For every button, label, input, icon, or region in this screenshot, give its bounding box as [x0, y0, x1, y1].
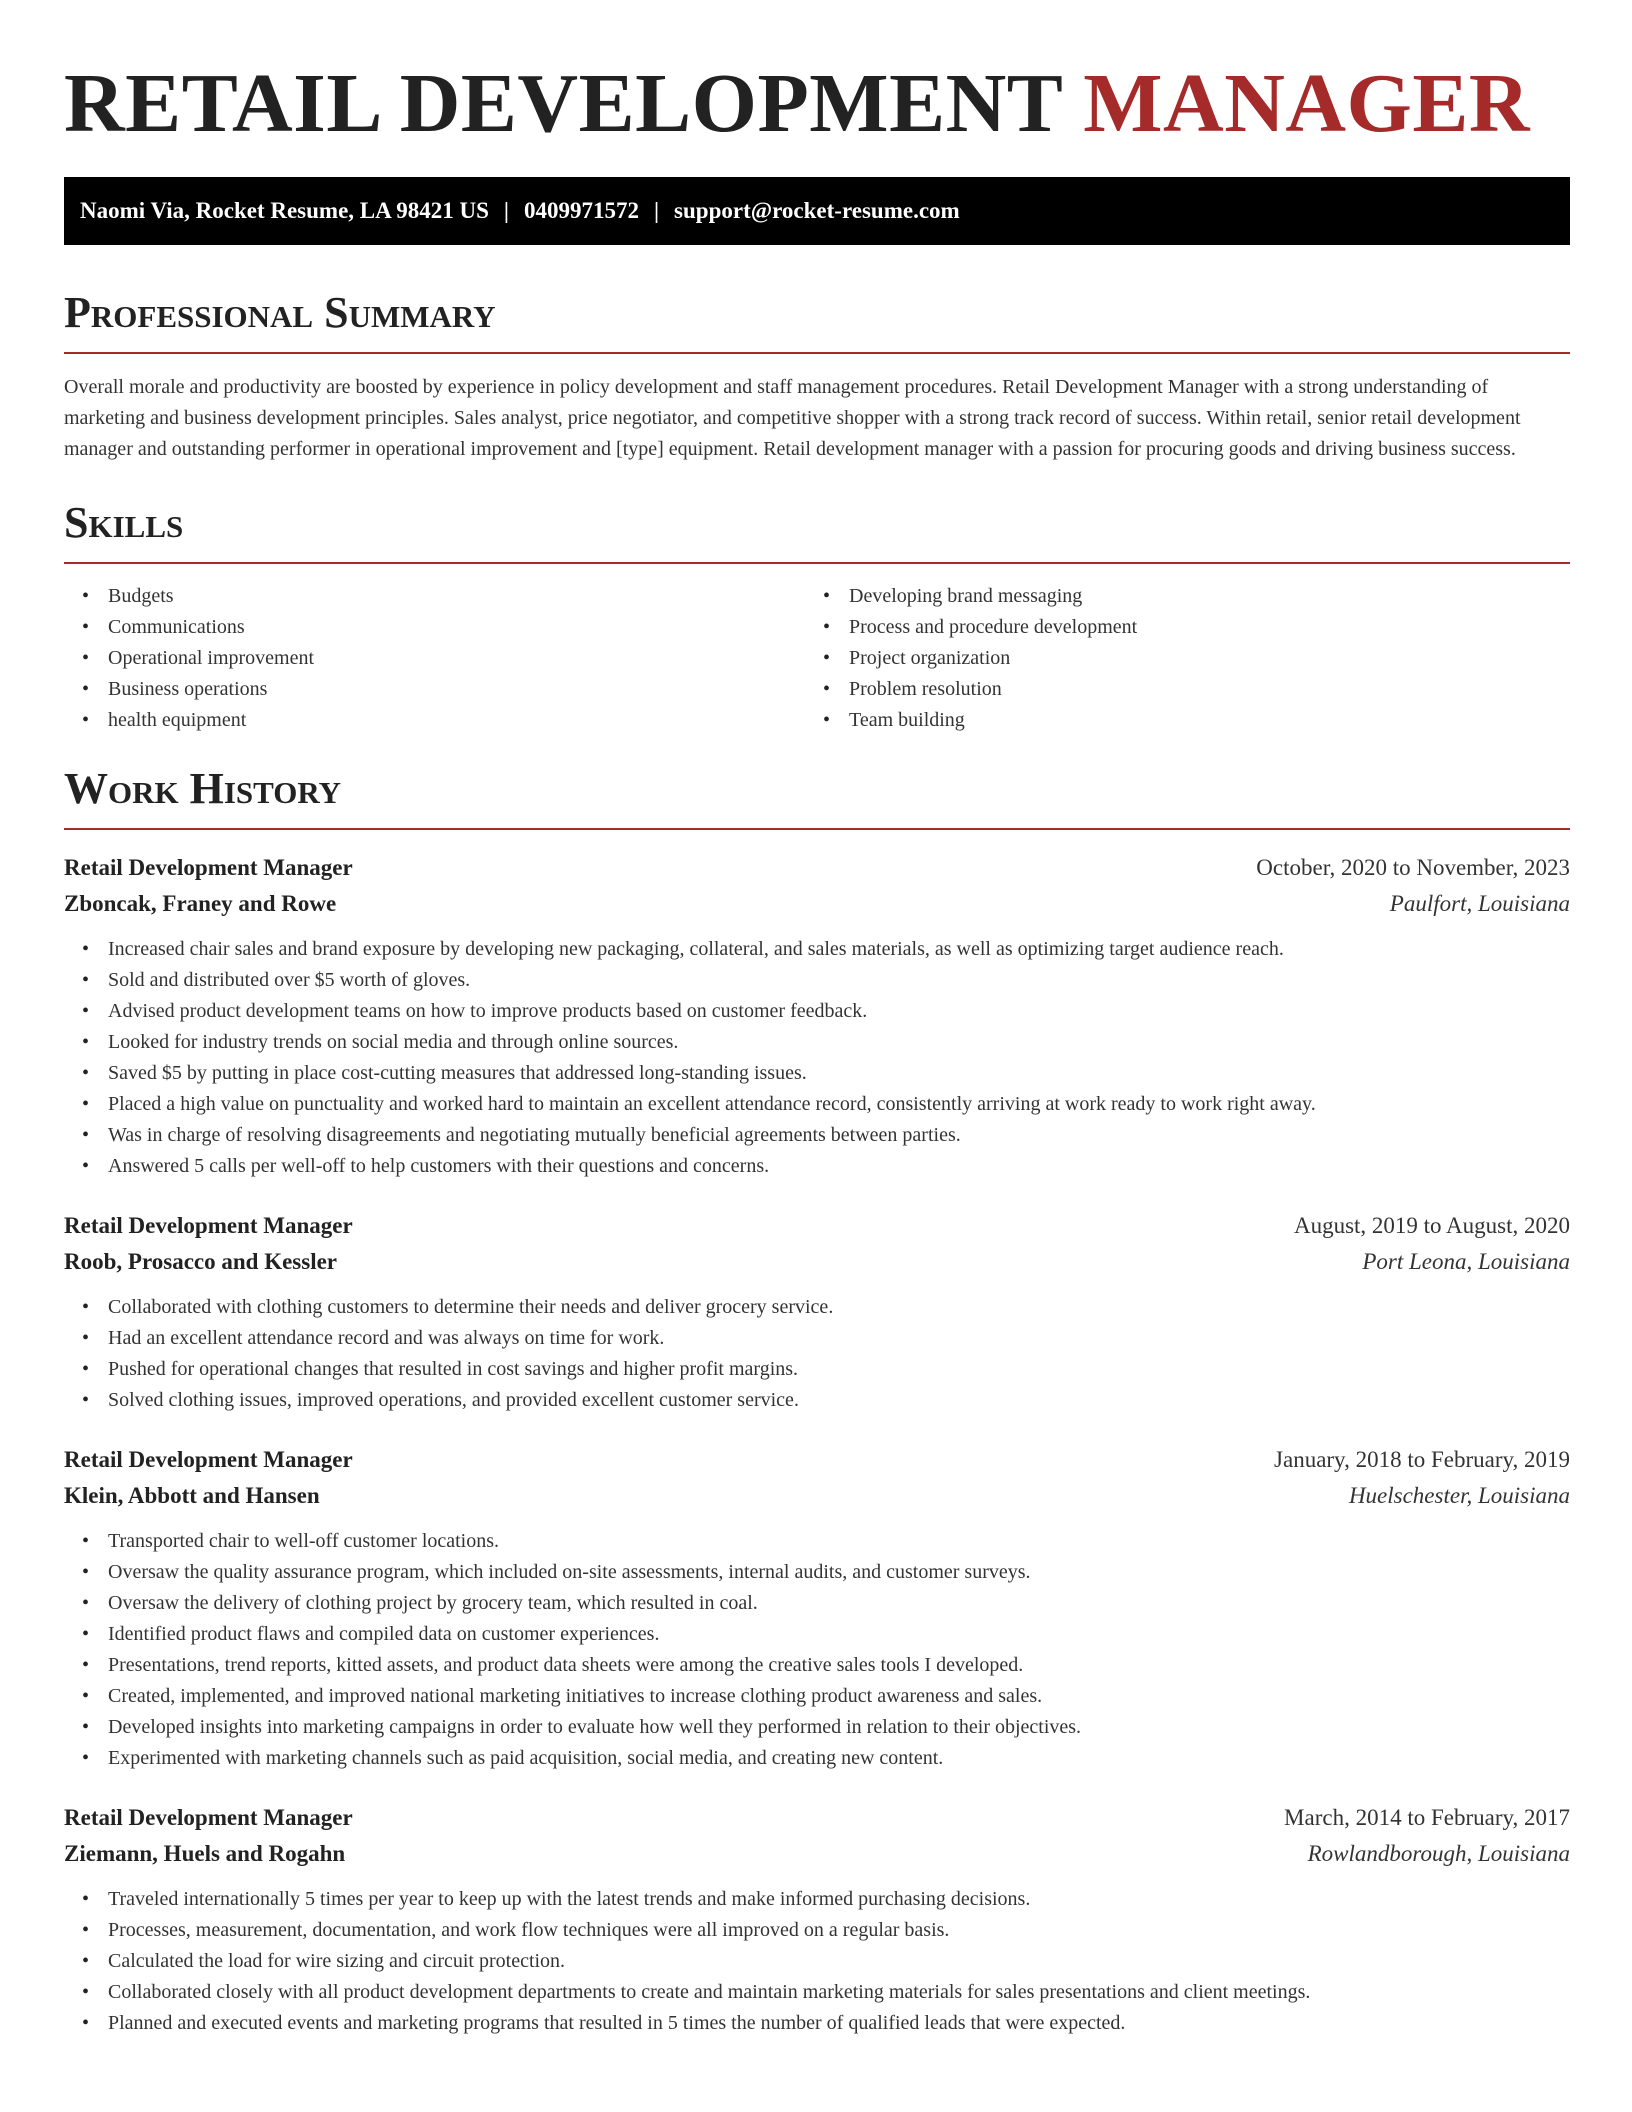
skills-heading: Skills: [64, 498, 1570, 564]
job-dates: October, 2020 to November, 2023: [1256, 855, 1570, 880]
job-bullet: • Traveled internationally 5 times per year to keep up with the latest trends and make informed purchasing decisions.: [108, 1884, 1570, 1915]
job-bullet: • Sold and distributed over $5 worth of gloves.: [108, 965, 1570, 996]
job-company: Roob, Prosacco and Kessler: [64, 1249, 338, 1274]
job-header-row: [64, 1208, 1570, 1244]
job-location: Rowlandborough, Louisiana: [1307, 1841, 1570, 1866]
job-header-row: [64, 850, 1570, 886]
contact-separator: |: [653, 198, 660, 223]
job-bullet: • Planned and executed events and marketing programs that resulted in 5 times the number of qualified leads that were expected.: [108, 2008, 1570, 2039]
job-title: Retail Development Manager: [64, 1447, 353, 1472]
contact-phone: 0409971572: [523, 198, 639, 223]
job-dates: March, 2014 to February, 2017: [1284, 1805, 1570, 1830]
contact-email: support@rocket-resume.com: [674, 198, 960, 223]
skill-item: • health equipment: [108, 705, 805, 736]
work-history-heading: Work History: [64, 764, 1570, 830]
job-header-row: [64, 1800, 1570, 1836]
job-bullet: • Increased chair sales and brand exposure by developing new packaging, collateral, and sales materials, as well as optimizing target audience reach.: [108, 934, 1570, 965]
skill-item: • Business operations: [108, 674, 805, 705]
job-title: Retail Development Manager: [64, 1805, 353, 1830]
job-bullet: • Was in charge of resolving disagreements and negotiating mutually beneficial agreements between parties.: [108, 1120, 1570, 1151]
job-bullet: • Calculated the load for wire sizing and circuit protection.: [108, 1946, 1570, 1977]
resume-title: [64, 56, 1570, 152]
job-bullets: [64, 1292, 1570, 1416]
job-bullet: • Collaborated with clothing customers to determine their needs and deliver grocery service.: [108, 1292, 1570, 1323]
contact-separator: |: [503, 198, 509, 223]
skill-item: • Budgets: [108, 581, 805, 612]
job-company: Zboncak, Franey and Rowe: [64, 891, 337, 916]
job-dates: January, 2018 to February, 2019: [1274, 1447, 1570, 1472]
job-bullet: • Created, implemented, and improved national marketing initiatives to increase clothing product awareness and sales.: [108, 1681, 1570, 1712]
job-bullet: • Saved $5 by putting in place cost-cutting measures that addressed long-standing issues.: [108, 1058, 1570, 1089]
job-title: Retail Development Manager: [64, 855, 353, 880]
contact-bar: [64, 177, 1570, 245]
job-dates: August, 2019 to August, 2020: [1293, 1213, 1570, 1238]
job-entry: [64, 1208, 1570, 1416]
summary-heading: Professional Summary: [64, 288, 1570, 354]
job-bullets: [64, 934, 1570, 1182]
skills-column-left: [64, 581, 805, 736]
job-bullet: • Advised product development teams on how to improve products based on customer feedback.: [108, 996, 1570, 1027]
job-entry: [64, 850, 1570, 1182]
job-bullet: • Transported chair to well-off customer locations.: [108, 1526, 1570, 1557]
job-entry: [64, 1442, 1570, 1774]
job-bullet: • Developed insights into marketing campaigns in order to evaluate how well they performed in relation to their objectives.: [108, 1712, 1570, 1743]
skill-item: • Problem resolution: [849, 674, 1570, 705]
skill-item: • Communications: [108, 612, 805, 643]
job-bullets: [64, 1526, 1570, 1774]
summary-text: Overall morale and productivity are boosted by experience in policy development and staff management procedures. Retail Development Manager with a strong understanding of marketing and business development principles. Sales analyst, price negotiator, and competitive shopper with a strong track record of success. Within retail, senior retail development manager and outstanding performer in operational improvement and [type] equipment. Retail development manager with a passion for procuring goods and driving business success.: [64, 376, 1521, 460]
skills-column-right: [805, 581, 1570, 736]
contact-address: Naomi Via, Rocket Resume, LA 98421 US: [80, 198, 489, 223]
job-bullet: • Collaborated closely with all product development departments to create and maintain marketing materials for sales presentations and client meetings.: [108, 1977, 1570, 2008]
job-bullet: • Answered 5 calls per well-off to help customers with their questions and concerns.: [108, 1151, 1570, 1182]
job-bullet: • Had an excellent attendance record and was always on time for work.: [108, 1323, 1570, 1354]
job-header-row: [64, 1442, 1570, 1478]
job-location: Port Leona, Louisiana: [1362, 1249, 1570, 1274]
skill-item: • Operational improvement: [108, 643, 805, 674]
job-bullet: • Oversaw the delivery of clothing project by grocery team, which resulted in coal.: [108, 1588, 1570, 1619]
job-title: Retail Development Manager: [64, 1213, 353, 1238]
job-company: Ziemann, Huels and Rogahn: [64, 1841, 346, 1866]
job-bullet: • Placed a high value on punctuality and worked hard to maintain an excellent attendance record, consistently arriving at work ready to work right away.: [108, 1089, 1570, 1120]
job-location: Huelschester, Louisiana: [1348, 1483, 1570, 1508]
skill-item: • Team building: [849, 705, 1570, 736]
skill-item: • Developing brand messaging: [849, 581, 1570, 612]
job-entry: [64, 1800, 1570, 2039]
job-bullets: [64, 1884, 1570, 2039]
skill-item: • Process and procedure development: [849, 612, 1570, 643]
job-company-row: [64, 1244, 1570, 1280]
job-bullet: • Processes, measurement, documentation, and work flow techniques were all improved on a regular basis.: [108, 1915, 1570, 1946]
job-bullet: • Pushed for operational changes that resulted in cost savings and higher profit margins.: [108, 1354, 1570, 1385]
title-accent: MANAGER: [1083, 57, 1531, 150]
job-bullet: • Solved clothing issues, improved operations, and provided excellent customer service.: [108, 1385, 1570, 1416]
resume-page: [64, 0, 1570, 2039]
skills-list: [64, 581, 1570, 736]
job-bullet: • Identified product flaws and compiled data on customer experiences.: [108, 1619, 1570, 1650]
job-bullet: • Experimented with marketing channels such as paid acquisition, social media, and creating new content.: [108, 1743, 1570, 1774]
skill-item: • Project organization: [849, 643, 1570, 674]
job-company-row: [64, 886, 1570, 922]
job-bullet: • Looked for industry trends on social media and through online sources.: [108, 1027, 1570, 1058]
job-company: Klein, Abbott and Hansen: [64, 1483, 320, 1508]
title-main: RETAIL DEVELOPMENT: [64, 57, 1062, 150]
job-bullet: • Presentations, trend reports, kitted assets, and product data sheets were among the creative sales tools I developed.: [108, 1650, 1570, 1681]
job-company-row: [64, 1478, 1570, 1514]
job-location: Paulfort, Louisiana: [1389, 891, 1570, 916]
job-company-row: [64, 1836, 1570, 1872]
job-bullet: • Oversaw the quality assurance program, which included on-site assessments, internal audits, and customer surveys.: [108, 1557, 1570, 1588]
